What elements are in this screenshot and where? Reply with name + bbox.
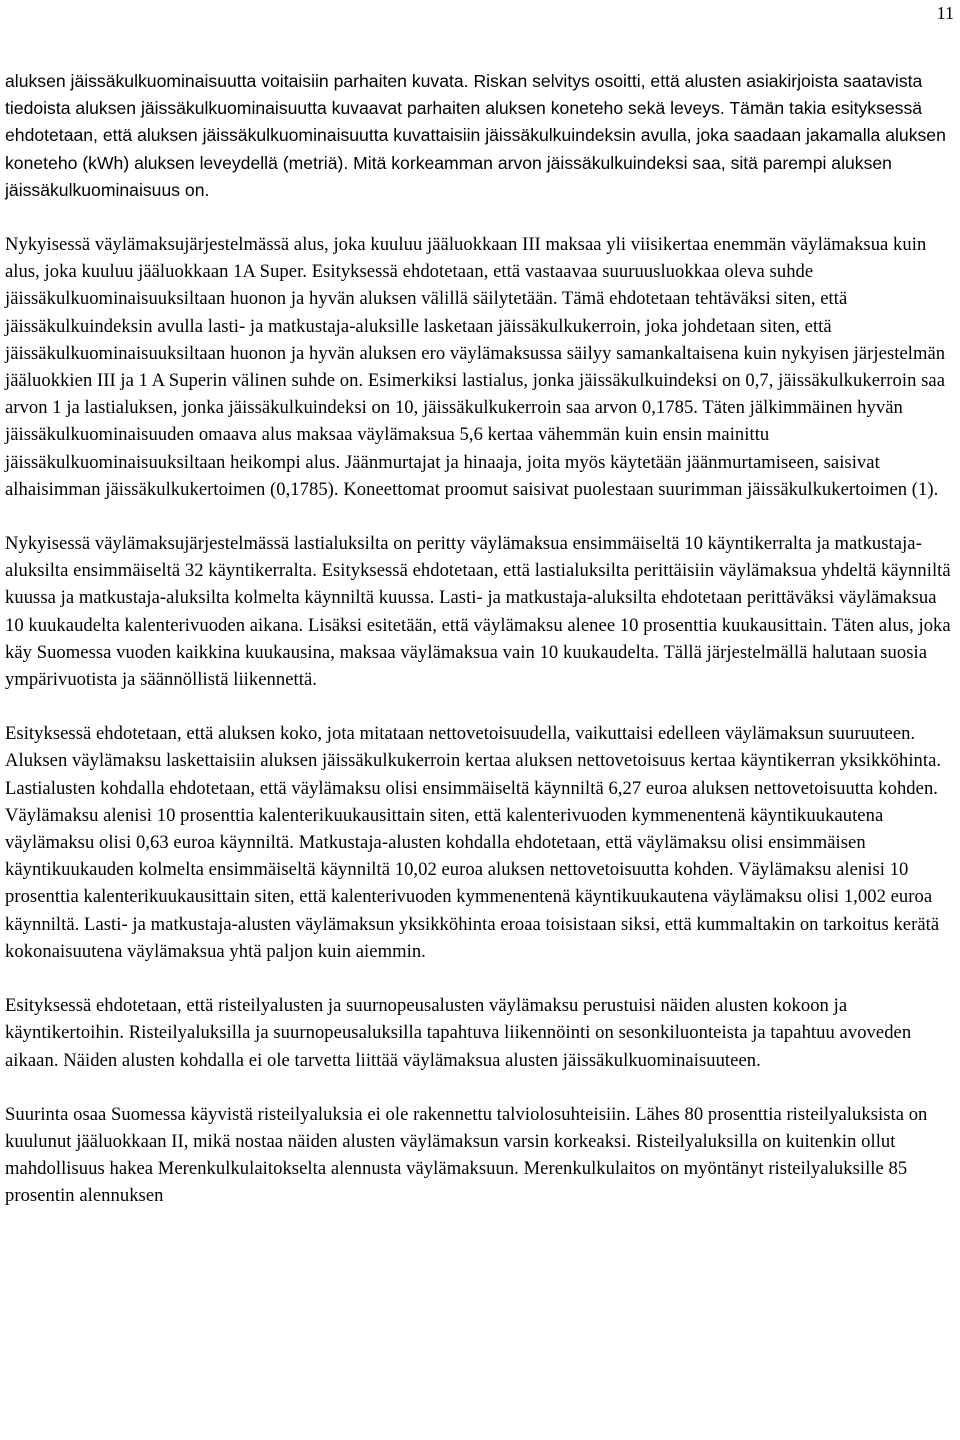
sentence: Lastialusten kohdalla ehdotetaan, että väylämaksu olisi ensimmäiseltä käynniltä 6,27 euroa aluksen nettovetoisuutta kohden. <box>5 777 939 799</box>
sentence: Jäänmurtajat ja hinaaja, joita myös käytetään jäänmurtamiseen, saisivat alhaisimman jäissäkulkukertoimen (0,1785). <box>5 451 880 500</box>
sentence: Esityksessä ehdotetaan, että vastaavaa suuruusluokkaa oleva suhde jäissäkulkuominaisuuksiltaan huonon ja hyvän aluksen välillä säilytetään. <box>5 261 814 310</box>
document-body <box>5 68 955 1237</box>
paragraph-net-tonnage <box>5 720 955 965</box>
page-number: 11 <box>936 3 954 23</box>
sentence: Koneettomat proomut saisivat puolestaan suurimman jäissäkulkukertoimen (1). <box>343 478 939 500</box>
paragraph-ice-class-index <box>5 68 955 204</box>
sentence: Esimerkiksi lastialus, jonka jäissäkulkuindeksi on 0,7, jäissäkulkukerroin saa arvon 1 ja lastialuksen, jonka jäissäkulkuindeksi on 10, jäissäkulkukerroin saa arvon 0,1785. <box>5 370 946 419</box>
sentence: Risteilyaluksilla on kuitenkin ollut mahdollisuus hakea Merenkulkulaitokselta alennusta väylämaksuun. <box>5 1130 896 1180</box>
sentence: Lisäksi esitetään, että väylämaksu alenee 10 prosenttia kuukausittain. <box>307 614 828 636</box>
sentence: aluksen jäissäkulkuominaisuutta voitaisiin parhaiten kuvata. Riskan selvitys osoitti, että alusten asiakirjoista saatavista tiedoista aluksen jäissäkulkuominaisuutta kuvaavat parhaiten aluksen koneteho sekä leveys. <box>5 71 923 119</box>
sentence: Risteilyaluksilla ja suurnopeusaluksilla tapahtuva liikennöinti on sesonkiluonteista ja tapahtuu avoveden aikaan. <box>5 1022 912 1071</box>
sentence: Lasti- ja matkustaja-alusten väylämaksun yksikköhinta eroaa toisistaan siksi, että kummaltakin on tarkoitus kerätä kokonaisuutena väylämaksua yhtä paljon kuin aiemmin. <box>5 913 940 962</box>
sentence: Väylämaksu alenisi 10 prosenttia kalenterikuukausittain siten, että kalenterivuoden kymmenentenä käyntikuukautena väylämaksu olisi 1,002 euroa käynniltä. <box>5 859 933 935</box>
sentence: Suurinta osaa Suomessa käyvistä risteilyaluksia ei ole rakennettu talviolosuhteisiin. <box>5 1103 631 1125</box>
sentence: Lähes 80 prosenttia risteilyaluksista on kuulunut jääluokkaan II, mikä nostaa näiden alusten väylämaksun varsin korkeaksi. <box>5 1103 928 1152</box>
sentence: Nykyisessä väylämaksujärjestelmässä alus, joka kuuluu jääluokkaan III maksaa yli viisikertaa enemmän väylämaksua kuin alus, joka kuuluu jääluokkaan 1A Super. <box>5 234 927 283</box>
sentence: Matkustaja-alusten kohdalla ehdotetaan, että väylämaksu olisi ensimmäisen käyntikuukauden kolmelta ensimmäiseltä käynniltä 10,02 euroa aluksen nettovetoisuutta kohden. <box>5 832 866 881</box>
paragraph-cruise-discount <box>5 1101 955 1210</box>
sentence: Väylämaksu alenisi 10 prosenttia kalenterikuukausittain siten, että kalenterivuoden kymmenentenä käyntikuukautena väylämaksu olisi 0,63 euroa käynniltä. <box>5 804 884 854</box>
sentence: Mitä korkeamman arvon jäissäkulkuindeksi saa, sitä parempi aluksen jäissäkulkuominaisuus on. <box>5 152 892 200</box>
sentence: Lasti- ja matkustaja-aluksilta ehdotetaan perittäväksi väylämaksua 10 kuukaudelta kalenterivuoden aikana. <box>5 587 937 636</box>
sentence: Merenkulkulaitos on myöntänyt risteilyaluksille 85 prosentin alennuksen <box>5 1158 908 1207</box>
paragraph-cruise-high-speed <box>5 992 955 1074</box>
sentence: Aluksen väylämaksu laskettaisiin aluksen jäissäkulkukerroin kertaa aluksen nettovetoisuus kertaa käyntikerran yksikköhinta. <box>5 750 942 772</box>
sentence: Esityksessä ehdotetaan, että lastialuksilta perittäisiin väylämaksua yhdeltä käynniltä kuussa ja matkustaja-aluksilta kolmelta käynniltä kuussa. <box>5 560 951 609</box>
sentence: Tämä ehdotetaan tehtäväksi siten, että jäissäkulkuindeksin avulla lasti- ja matkustaja-aluksille lasketaan jäissäkulkukerroin, joka johdetaan siten, että jäissäkulkuominaisuuksiltaan huonon ja hyvän aluksen ero väylämaksussa säilyy samankaltaisena kuin nykyisen järjestelmän jääluokkien III ja 1 A Superin välinen suhde on. <box>5 288 946 392</box>
sentence: Näiden alusten kohdalla ei ole tarvetta liittää väylämaksua alusten jäissäkulkuominaisuuteen. <box>63 1049 761 1071</box>
paragraph-fairway-dues-coefficient <box>5 231 955 503</box>
sentence: Tämän takia esityksessä ehdotetaan, että aluksen jäissäkulkuominaisuutta kuvattaisiin jäissäkulkuindeksin avulla, joka saadaan jakamalla aluksen koneteho (kWh) aluksen leveydellä (metriä). <box>5 98 946 173</box>
sentence: Täten jälkimmäinen hyvän jäissäkulkuominaisuuden omaava alus maksaa väylämaksua 5,6 kertaa vähemmän kuin ensin mainittu jäissäkulkuominaisuuksiltaan heikompi alus. <box>5 397 903 473</box>
sentence: Nykyisessä väylämaksujärjestelmässä lastialuksilta on peritty väylämaksua ensimmäiseltä 10 käyntikerralta ja matkustaja-aluksilta ensimmäiseltä 32 käyntikerralta. <box>5 533 922 582</box>
sentence: Tällä järjestelmällä halutaan suosia ympärivuotista ja säännöllistä liikennettä. <box>5 641 928 691</box>
paragraph-visit-counts <box>5 530 955 693</box>
sentence: Esityksessä ehdotetaan, että risteilyalusten ja suurnopeusalusten väylämaksu perustuisi näiden alusten kokoon ja käyntikertoihin. <box>5 995 848 1044</box>
sentence: Täten alus, joka käy Suomessa vuoden kaikkina kuukausina, maksaa väylämaksua vain 10 kuukaudelta. <box>5 614 951 663</box>
sentence: Esityksessä ehdotetaan, että aluksen koko, jota mitataan nettovetoisuudella, vaikuttaisi edelleen väylämaksun suuruuteen. <box>5 723 916 745</box>
